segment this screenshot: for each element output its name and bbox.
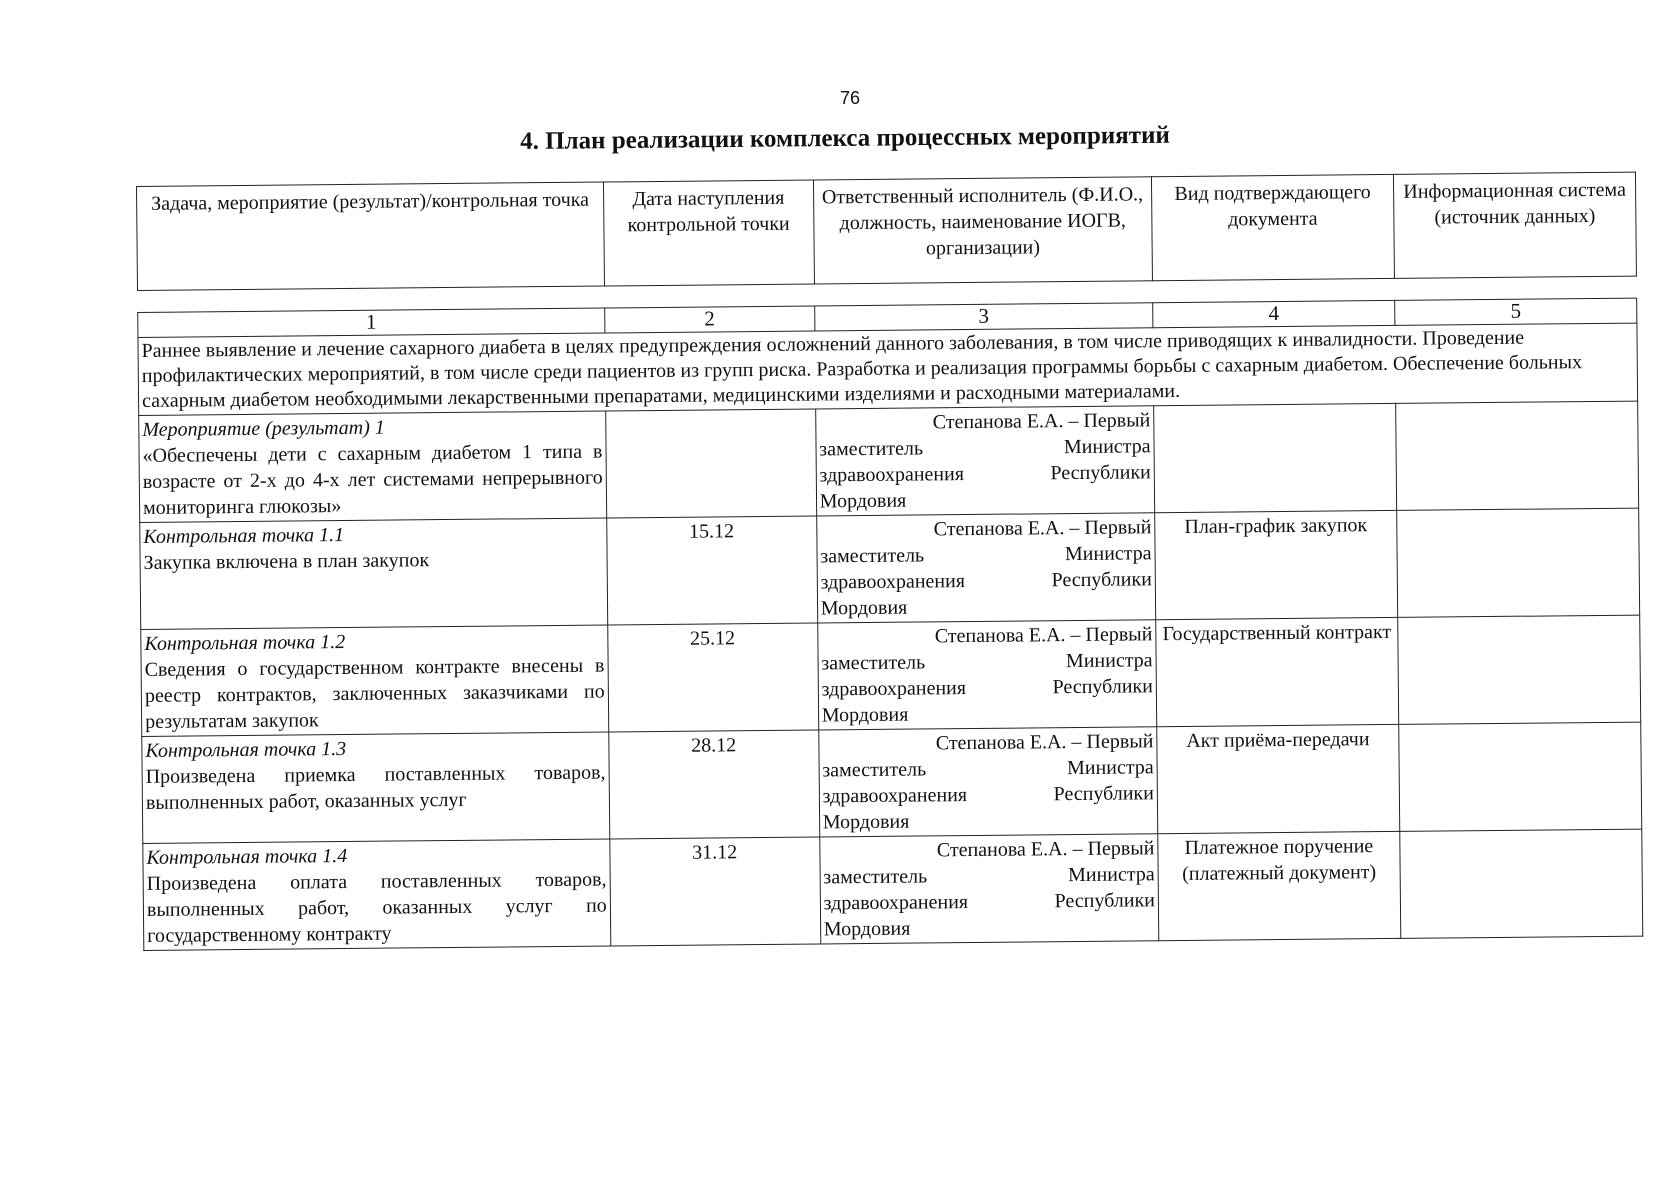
header-responsible: Ответственный исполнитель (Ф.И.О., должность, наименование ИОГВ, организации) <box>813 177 1152 284</box>
responsible-line: здравоохранения Республики <box>821 675 1153 701</box>
row-label: Контрольная точка 1.3 <box>145 738 347 762</box>
responsible-line: заместитель Министра <box>819 435 1151 461</box>
row-label: Контрольная точка 1.2 <box>144 631 346 655</box>
row-text: Сведения о государственном контракте внесены в реестр контрактов, заключенных заказчиками по результатам закупок <box>144 654 605 733</box>
responsible-line: заместитель Министра <box>820 542 1152 568</box>
row-task-cell <box>140 518 608 629</box>
row-date: 25.12 <box>608 623 819 732</box>
header-task: Задача, мероприятие (результат)/контрольная точка <box>137 182 605 290</box>
row-label: Контрольная точка 1.4 <box>146 845 348 869</box>
responsible-line: Мордовия <box>823 917 911 941</box>
plan-table-wrapper <box>136 172 1643 951</box>
row-system <box>1398 615 1641 724</box>
section-title: 4. План реализации комплекса процессных мероприятий <box>520 121 1170 155</box>
row-document <box>1154 403 1397 512</box>
row-document: План-график закупок <box>1155 510 1398 619</box>
row-system <box>1396 401 1639 510</box>
row-date: 31.12 <box>610 837 821 946</box>
table-row <box>141 615 1641 736</box>
responsible-line: Мордовия <box>820 596 908 620</box>
responsible-line: Мордовия <box>819 489 907 513</box>
responsible-line: заместитель Министра <box>822 756 1154 782</box>
row-task-cell <box>142 732 610 843</box>
row-date: 28.12 <box>609 730 820 839</box>
responsible-line: заместитель Министра <box>821 649 1153 675</box>
row-system <box>1400 829 1643 938</box>
row-responsible <box>815 406 1154 516</box>
row-task-cell <box>141 625 609 736</box>
task-row <box>138 323 1638 415</box>
plan-table-grid <box>136 172 1643 951</box>
row-responsible <box>818 727 1157 837</box>
responsible-line: Мордовия <box>822 810 910 834</box>
responsible-line: здравоохранения Республики <box>823 889 1156 915</box>
row-responsible <box>816 513 1155 623</box>
row-task-cell <box>139 411 607 522</box>
responsible-line: здравоохранения Республики <box>820 568 1152 594</box>
page-number: 76 <box>840 88 861 108</box>
row-text: «Обеспечены дети с сахарным диабетом 1 типа в возрасте от 2-х до 4-х лет системами непрерывного мониторинга глюкозы» <box>142 440 603 519</box>
header-date: Дата наступления контрольной точки <box>603 180 814 286</box>
responsible-line: Мордовия <box>821 703 909 727</box>
row-text: Произведена приемка поставленных товаров, выполненных работ, оказанных услуг <box>145 761 606 814</box>
row-text: Закупка включена в план закупок <box>143 549 430 574</box>
row-system <box>1399 722 1642 831</box>
row-task-cell <box>143 839 611 950</box>
responsible-line: Степанова Е.А. – Первый <box>935 730 1154 755</box>
responsible-line: заместитель Министра <box>823 863 1155 889</box>
responsible-line: Степанова Е.А. – Первый <box>933 516 1152 541</box>
row-document: Государственный контракт <box>1156 617 1399 726</box>
responsible-line: здравоохранения Республики <box>822 782 1155 808</box>
table-header-row <box>137 172 1637 290</box>
table-row <box>140 508 1640 629</box>
table-row <box>139 401 1639 522</box>
row-date: 15.12 <box>607 516 818 625</box>
responsible-line: Степанова Е.А. – Первый <box>932 409 1151 434</box>
header-system: Информационная система (источник данных) <box>1393 172 1636 278</box>
table-row <box>143 829 1643 950</box>
row-responsible <box>817 620 1156 730</box>
row-system <box>1397 508 1640 617</box>
responsible-line: Степанова Е.А. – Первый <box>936 837 1155 862</box>
row-responsible <box>819 834 1158 944</box>
column-number: 1 <box>138 308 605 337</box>
row-label: Мероприятие (результат) 1 <box>142 416 385 441</box>
column-number: 4 <box>1153 300 1395 327</box>
row-date <box>606 409 817 518</box>
header-document: Вид подтверждающего документа <box>1151 174 1394 280</box>
table-row <box>142 722 1642 843</box>
responsible-line: Степанова Е.А. – Первый <box>934 623 1153 648</box>
row-document: Платежное поручение (платежный документ) <box>1158 831 1401 940</box>
row-label: Контрольная точка 1.1 <box>143 524 345 548</box>
task-text: Раннее выявление и лечение сахарного диабета в целях предупреждения осложнений данного заболевания, в том числе приводящих к инвалидности. Проведение профилактических мероприятий, в том числе среди пациентов из групп риска. Разработка и реализация программы борьбы с сахарным диабетом. Обеспечение больных сахарным диабетом необходимыми лекарственными препаратами, медицинскими изделиями и расходными материалами. <box>138 323 1638 415</box>
row-text: Произведена оплата поставленных товаров, выполненных работ, оказанных услуг по государственному контракту <box>146 868 607 947</box>
column-number: 5 <box>1395 298 1637 325</box>
column-number: 2 <box>605 306 815 333</box>
column-number: 3 <box>814 303 1153 331</box>
responsible-line: здравоохранения Республики <box>819 461 1151 487</box>
row-document: Акт приёма-передачи <box>1157 724 1400 833</box>
